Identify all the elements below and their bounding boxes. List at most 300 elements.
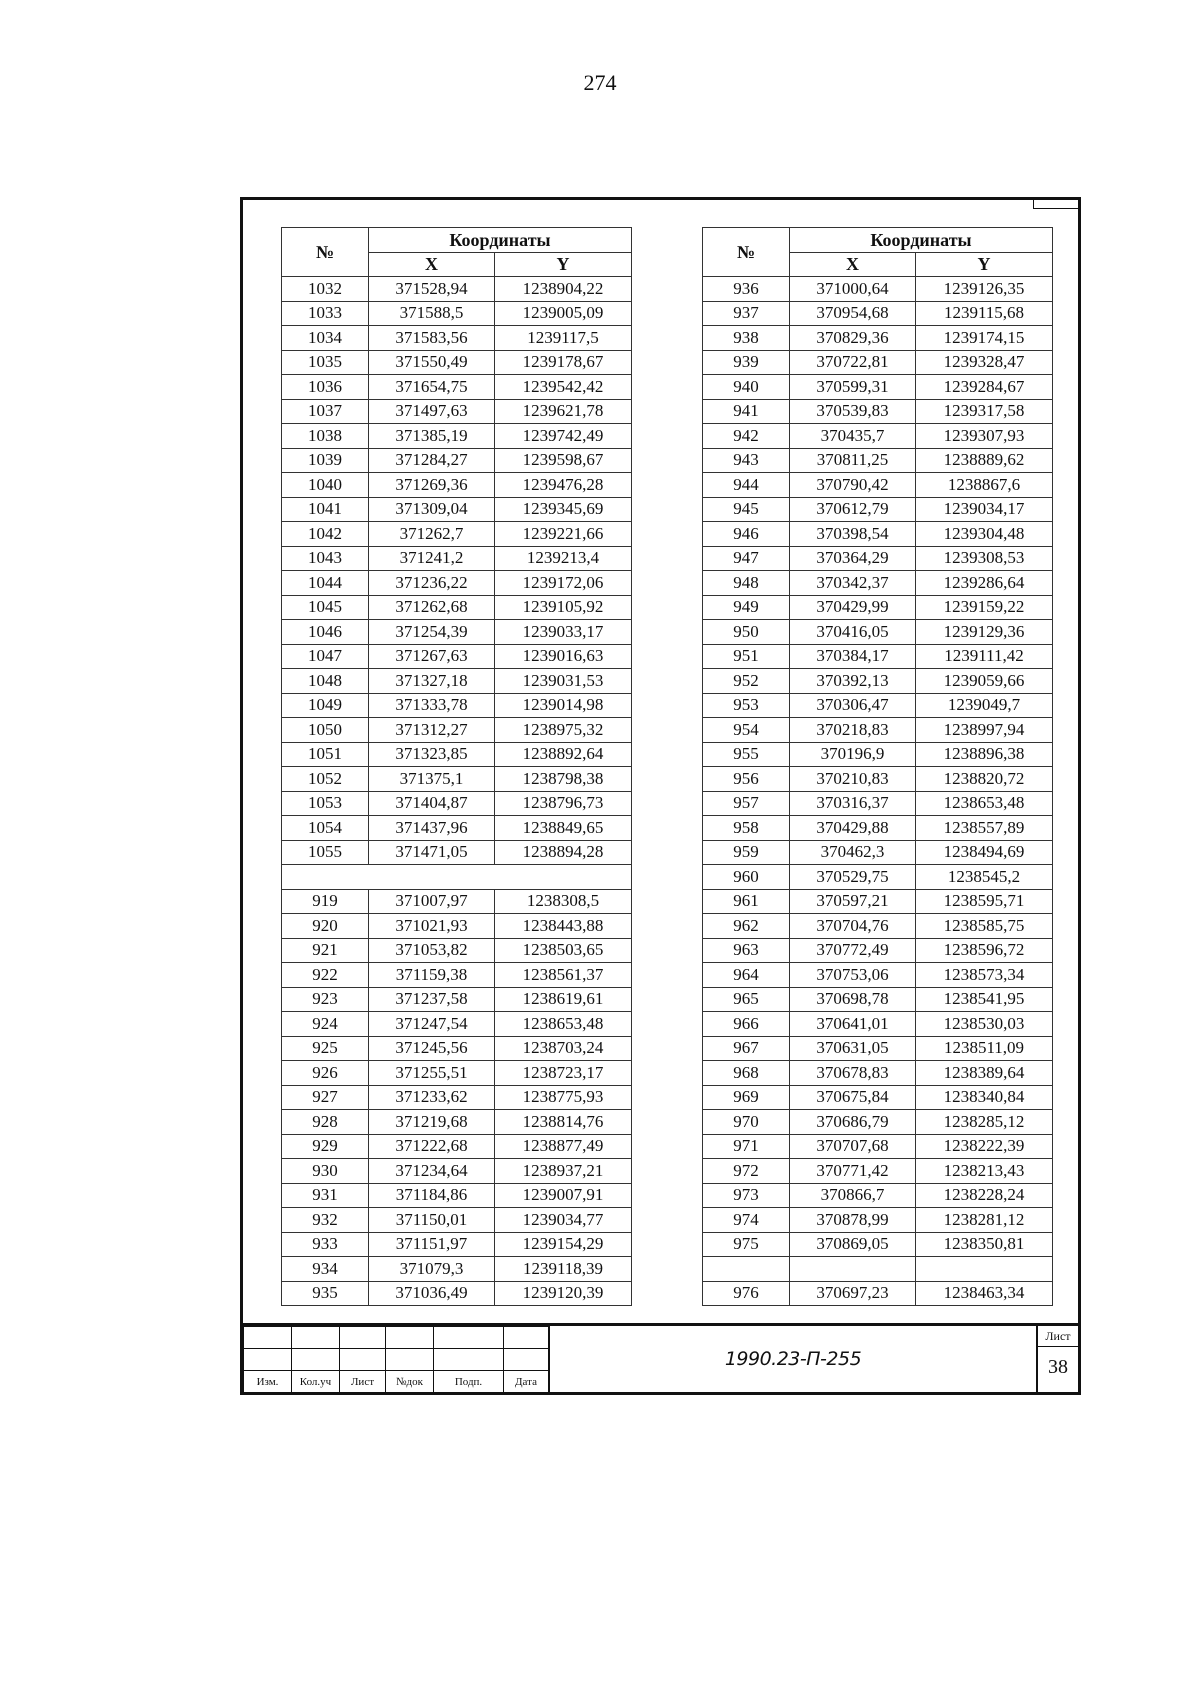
coord-y: 1239178,67	[495, 350, 632, 375]
coord-y: 1239308,53	[916, 546, 1053, 571]
table-row	[282, 301, 632, 326]
table-row	[703, 718, 1053, 743]
table-row	[282, 571, 632, 596]
table-row	[282, 1232, 632, 1257]
point-number: 1047	[282, 644, 369, 669]
coord-y: 1238443,88	[495, 914, 632, 939]
coord-y: 1239034,77	[495, 1208, 632, 1233]
coord-y: 1239154,29	[495, 1232, 632, 1257]
point-number: 919	[282, 889, 369, 914]
table-row	[703, 865, 1053, 890]
coord-y: 1239307,93	[916, 424, 1053, 449]
coord-y: 1238877,49	[495, 1134, 632, 1159]
blank-separator-row	[282, 865, 632, 890]
point-number: 953	[703, 693, 790, 718]
point-number: 1048	[282, 669, 369, 694]
point-number: 975	[703, 1232, 790, 1257]
table-row	[703, 791, 1053, 816]
coord-y: 1238503,65	[495, 938, 632, 963]
coordinates-body-left	[282, 277, 632, 1306]
coord-x: 370771,42	[790, 1159, 916, 1184]
point-number: 928	[282, 1110, 369, 1135]
point-number: 1040	[282, 473, 369, 498]
coord-x: 370416,05	[790, 620, 916, 645]
table-row	[703, 1208, 1053, 1233]
table-row	[703, 497, 1053, 522]
coord-x: 371404,87	[369, 791, 495, 816]
coord-y: 1238892,64	[495, 742, 632, 767]
coord-x: 370218,83	[790, 718, 916, 743]
coord-y: 1239476,28	[495, 473, 632, 498]
table-row	[703, 1036, 1053, 1061]
table-row	[282, 644, 632, 669]
coord-x: 370829,36	[790, 326, 916, 351]
table-row	[282, 1012, 632, 1037]
coord-x: 370392,13	[790, 669, 916, 694]
coord-x: 371241,2	[369, 546, 495, 571]
header-number: №	[703, 228, 790, 277]
table-row	[282, 1257, 632, 1282]
coord-x: 371036,49	[369, 1281, 495, 1306]
sheet-number: 38	[1048, 1356, 1068, 1378]
coord-y: 1238775,93	[495, 1085, 632, 1110]
coordinates-body-right	[703, 277, 1053, 1306]
coord-y: 1238281,12	[916, 1208, 1053, 1233]
coord-y: 1238222,39	[916, 1134, 1053, 1159]
point-number: 1037	[282, 399, 369, 424]
point-number: 962	[703, 914, 790, 939]
coord-y: 1238530,03	[916, 1012, 1053, 1037]
point-number: 958	[703, 816, 790, 841]
table-row	[282, 987, 632, 1012]
table-row	[703, 1134, 1053, 1159]
coord-y: 1239111,42	[916, 644, 1053, 669]
coord-y: 1239117,5	[495, 326, 632, 351]
stamp-label-quantity: Кол.уч	[292, 1371, 340, 1393]
coord-y: 1239598,67	[495, 448, 632, 473]
point-number: 970	[703, 1110, 790, 1135]
coord-y: 1239129,36	[916, 620, 1053, 645]
coord-x: 370539,83	[790, 399, 916, 424]
coord-x: 370342,37	[790, 571, 916, 596]
table-row	[282, 1036, 632, 1061]
point-number: 1033	[282, 301, 369, 326]
coord-y: 1238389,64	[916, 1061, 1053, 1086]
coord-y: 1239115,68	[916, 301, 1053, 326]
table-row	[703, 1257, 1053, 1282]
table-row	[282, 375, 632, 400]
point-number: 1041	[282, 497, 369, 522]
point-number: 950	[703, 620, 790, 645]
point-number: 963	[703, 938, 790, 963]
table-row	[282, 718, 632, 743]
table-row	[282, 522, 632, 547]
coord-x: 371312,27	[369, 718, 495, 743]
table-row	[703, 1183, 1053, 1208]
coord-y: 1238820,72	[916, 767, 1053, 792]
table-row	[282, 1159, 632, 1184]
coord-x: 371159,38	[369, 963, 495, 988]
coord-y: 1239126,35	[916, 277, 1053, 302]
coordinates-table-right	[702, 227, 1053, 1306]
table-row	[282, 1085, 632, 1110]
coord-y: 1238723,17	[495, 1061, 632, 1086]
table-row	[282, 448, 632, 473]
table-row	[703, 620, 1053, 645]
coord-y: 1238796,73	[495, 791, 632, 816]
coord-x: 371583,56	[369, 326, 495, 351]
coord-x: 371151,97	[369, 1232, 495, 1257]
table-row	[282, 546, 632, 571]
point-number: 925	[282, 1036, 369, 1061]
coord-x: 371000,64	[790, 277, 916, 302]
point-number: 972	[703, 1159, 790, 1184]
coord-x: 371236,22	[369, 571, 495, 596]
table-row	[703, 1085, 1053, 1110]
coord-x: 371654,75	[369, 375, 495, 400]
point-number: 1053	[282, 791, 369, 816]
coord-y: 1239621,78	[495, 399, 632, 424]
point-number: 967	[703, 1036, 790, 1061]
coord-y: 1238653,48	[916, 791, 1053, 816]
point-number: 934	[282, 1257, 369, 1282]
coord-y: 1238545,2	[916, 865, 1053, 890]
point-number: 935	[282, 1281, 369, 1306]
table-row	[703, 546, 1053, 571]
coord-x: 370306,47	[790, 693, 916, 718]
table-row	[703, 889, 1053, 914]
coord-y: 1238228,24	[916, 1183, 1053, 1208]
point-number: 948	[703, 571, 790, 596]
coord-x: 371267,63	[369, 644, 495, 669]
point-number: 969	[703, 1085, 790, 1110]
point-number: 960	[703, 865, 790, 890]
stamp-label-date: Дата	[504, 1371, 549, 1393]
table-row	[282, 424, 632, 449]
coord-y: 1238653,48	[495, 1012, 632, 1037]
coord-x: 370704,76	[790, 914, 916, 939]
table-row	[703, 1281, 1053, 1306]
coord-x: 371269,36	[369, 473, 495, 498]
point-number: 930	[282, 1159, 369, 1184]
coord-x: 371333,78	[369, 693, 495, 718]
coord-x: 371375,1	[369, 767, 495, 792]
point-number: 947	[703, 546, 790, 571]
table-row	[703, 693, 1053, 718]
point-number: 957	[703, 791, 790, 816]
table-row	[703, 816, 1053, 841]
header-y: Y	[916, 252, 1053, 277]
table-row	[703, 840, 1053, 865]
coord-x: 370384,17	[790, 644, 916, 669]
point-number: 951	[703, 644, 790, 669]
point-number: 931	[282, 1183, 369, 1208]
coord-x: 370398,54	[790, 522, 916, 547]
point-number: 944	[703, 473, 790, 498]
coord-x: 371385,19	[369, 424, 495, 449]
coord-y: 1239304,48	[916, 522, 1053, 547]
point-number: 961	[703, 889, 790, 914]
coord-x: 371254,39	[369, 620, 495, 645]
coord-x: 370435,7	[790, 424, 916, 449]
point-number: 923	[282, 987, 369, 1012]
table-row	[282, 1061, 632, 1086]
point-number: 941	[703, 399, 790, 424]
table-row	[282, 399, 632, 424]
table-row	[703, 767, 1053, 792]
coord-y: 1238798,38	[495, 767, 632, 792]
coord-x: 370599,31	[790, 375, 916, 400]
table-row	[282, 350, 632, 375]
point-number: 1035	[282, 350, 369, 375]
table-row	[703, 301, 1053, 326]
coord-x: 371150,01	[369, 1208, 495, 1233]
table-row	[703, 375, 1053, 400]
coord-y: 1239172,06	[495, 571, 632, 596]
point-number: 927	[282, 1085, 369, 1110]
coord-y: 1238213,43	[916, 1159, 1053, 1184]
coord-x: 371262,7	[369, 522, 495, 547]
coord-y: 1238573,34	[916, 963, 1053, 988]
coord-x: 370196,9	[790, 742, 916, 767]
table-row	[282, 473, 632, 498]
coord-y: 1238596,72	[916, 938, 1053, 963]
coord-x: 371234,64	[369, 1159, 495, 1184]
coord-x: 370210,83	[790, 767, 916, 792]
coord-y: 1239284,67	[916, 375, 1053, 400]
stamp-label-sheet: Лист	[340, 1371, 386, 1393]
point-number: 922	[282, 963, 369, 988]
point-number: 938	[703, 326, 790, 351]
coord-y: 1239345,69	[495, 497, 632, 522]
point-number: 939	[703, 350, 790, 375]
table-row	[703, 669, 1053, 694]
coord-y: 1238904,22	[495, 277, 632, 302]
coord-x: 370678,83	[790, 1061, 916, 1086]
coord-x: 371219,68	[369, 1110, 495, 1135]
coord-x: 370641,01	[790, 1012, 916, 1037]
table-row	[703, 938, 1053, 963]
coord-x: 370811,25	[790, 448, 916, 473]
table-row	[703, 1110, 1053, 1135]
coord-y: 1239317,58	[916, 399, 1053, 424]
coord-x: 371323,85	[369, 742, 495, 767]
coord-x: 371471,05	[369, 840, 495, 865]
coord-y: 1238595,71	[916, 889, 1053, 914]
table-row	[703, 595, 1053, 620]
point-number: 932	[282, 1208, 369, 1233]
revision-grid	[243, 1326, 549, 1393]
coord-x: 370707,68	[790, 1134, 916, 1159]
drawing-frame	[240, 197, 1081, 1395]
table-row	[282, 791, 632, 816]
table-row	[703, 522, 1053, 547]
page-number: 274	[583, 70, 617, 95]
point-number: 1039	[282, 448, 369, 473]
coord-x: 370686,79	[790, 1110, 916, 1135]
coord-x: 370698,78	[790, 987, 916, 1012]
table-row	[703, 1012, 1053, 1037]
table-row	[703, 473, 1053, 498]
point-number: 956	[703, 767, 790, 792]
point-number: 920	[282, 914, 369, 939]
table-row	[282, 1110, 632, 1135]
coord-x: 371255,51	[369, 1061, 495, 1086]
header-x: X	[369, 252, 495, 277]
coord-y: 1239014,98	[495, 693, 632, 718]
point-number: 945	[703, 497, 790, 522]
table-row	[703, 742, 1053, 767]
coord-x: 371007,97	[369, 889, 495, 914]
point-number: 964	[703, 963, 790, 988]
table-row	[703, 399, 1053, 424]
coord-x: 371284,27	[369, 448, 495, 473]
table-row	[703, 644, 1053, 669]
point-number: 937	[703, 301, 790, 326]
coord-y: 1238997,94	[916, 718, 1053, 743]
table-row	[282, 767, 632, 792]
point-number: 1034	[282, 326, 369, 351]
coord-y: 1239174,15	[916, 326, 1053, 351]
table-row	[282, 938, 632, 963]
table-row	[703, 326, 1053, 351]
coord-x: 370529,75	[790, 865, 916, 890]
coord-y: 1239016,63	[495, 644, 632, 669]
coord-y: 1239049,7	[916, 693, 1053, 718]
frame-corner-mark	[1033, 200, 1078, 209]
point-number: 929	[282, 1134, 369, 1159]
title-block-stamp	[243, 1323, 1078, 1392]
coord-x: 370772,49	[790, 938, 916, 963]
coord-y: 1238867,6	[916, 473, 1053, 498]
table-row	[703, 1232, 1053, 1257]
table-row	[282, 816, 632, 841]
coord-y: 1238285,12	[916, 1110, 1053, 1135]
point-number: 973	[703, 1183, 790, 1208]
table-row	[282, 693, 632, 718]
point-number: 965	[703, 987, 790, 1012]
table-row	[282, 620, 632, 645]
point-number: 1052	[282, 767, 369, 792]
coord-x: 371437,96	[369, 816, 495, 841]
table-row	[282, 497, 632, 522]
table-row	[282, 742, 632, 767]
stamp-label-change: Изм.	[244, 1371, 292, 1393]
table-row	[282, 669, 632, 694]
coord-y: 1239328,47	[916, 350, 1053, 375]
point-number: 921	[282, 938, 369, 963]
header-coordinates: Координаты	[369, 228, 632, 253]
point-number: 1050	[282, 718, 369, 743]
coord-x: 370597,21	[790, 889, 916, 914]
point-number: 949	[703, 595, 790, 620]
coord-x: 370612,79	[790, 497, 916, 522]
coord-x: 370790,42	[790, 473, 916, 498]
coord-x: 371053,82	[369, 938, 495, 963]
coord-x: 371309,04	[369, 497, 495, 522]
coord-y: 1238541,95	[916, 987, 1053, 1012]
coord-y: 1238557,89	[916, 816, 1053, 841]
point-number: 1046	[282, 620, 369, 645]
coord-y: 1238894,28	[495, 840, 632, 865]
coord-y: 1239159,22	[916, 595, 1053, 620]
point-number: 924	[282, 1012, 369, 1037]
header-x: X	[790, 252, 916, 277]
point-number: 936	[703, 277, 790, 302]
point-number: 940	[703, 375, 790, 400]
coord-x: 371327,18	[369, 669, 495, 694]
coord-y: 1239221,66	[495, 522, 632, 547]
header-number: №	[282, 228, 369, 277]
coord-y: 1239007,91	[495, 1183, 632, 1208]
table-row	[703, 987, 1053, 1012]
point-number: 1044	[282, 571, 369, 596]
table-row	[282, 326, 632, 351]
table-row	[282, 1208, 632, 1233]
table-row	[282, 1281, 632, 1306]
coord-x: 371021,93	[369, 914, 495, 939]
coord-x: 371222,68	[369, 1134, 495, 1159]
point-number: 943	[703, 448, 790, 473]
coord-x	[790, 1257, 916, 1282]
table-row	[282, 840, 632, 865]
coord-x: 371262,68	[369, 595, 495, 620]
coord-y: 1239033,17	[495, 620, 632, 645]
point-number: 926	[282, 1061, 369, 1086]
coord-y: 1238585,75	[916, 914, 1053, 939]
coord-x: 370675,84	[790, 1085, 916, 1110]
coord-y: 1239059,66	[916, 669, 1053, 694]
table-row	[282, 595, 632, 620]
coord-x: 370954,68	[790, 301, 916, 326]
sheet-box	[1038, 1326, 1078, 1392]
table-row	[703, 350, 1053, 375]
coord-x: 371184,86	[369, 1183, 495, 1208]
coord-x: 371079,3	[369, 1257, 495, 1282]
table-row	[703, 963, 1053, 988]
coord-x: 370869,05	[790, 1232, 916, 1257]
coord-y: 1239286,64	[916, 571, 1053, 596]
point-number: 976	[703, 1281, 790, 1306]
coord-y: 1238350,81	[916, 1232, 1053, 1257]
coord-y: 1239742,49	[495, 424, 632, 449]
point-number	[703, 1257, 790, 1282]
stamp-label-signature: Подп.	[434, 1371, 504, 1393]
point-number: 971	[703, 1134, 790, 1159]
coord-y: 1239213,4	[495, 546, 632, 571]
coord-y: 1238889,62	[916, 448, 1053, 473]
coord-y: 1238619,61	[495, 987, 632, 1012]
point-number: 974	[703, 1208, 790, 1233]
point-number: 1054	[282, 816, 369, 841]
coord-x: 370631,05	[790, 1036, 916, 1061]
coord-x: 370316,37	[790, 791, 916, 816]
coord-y: 1238308,5	[495, 889, 632, 914]
stamp-label-doc-number: №док	[386, 1371, 434, 1393]
point-number: 933	[282, 1232, 369, 1257]
coord-x: 371245,56	[369, 1036, 495, 1061]
coord-y: 1239031,53	[495, 669, 632, 694]
coord-x: 370722,81	[790, 350, 916, 375]
point-number: 1038	[282, 424, 369, 449]
point-number: 952	[703, 669, 790, 694]
coord-x: 371528,94	[369, 277, 495, 302]
point-number: 1055	[282, 840, 369, 865]
coord-y: 1238849,65	[495, 816, 632, 841]
table-row	[703, 277, 1053, 302]
coord-x: 371588,5	[369, 301, 495, 326]
point-number: 966	[703, 1012, 790, 1037]
